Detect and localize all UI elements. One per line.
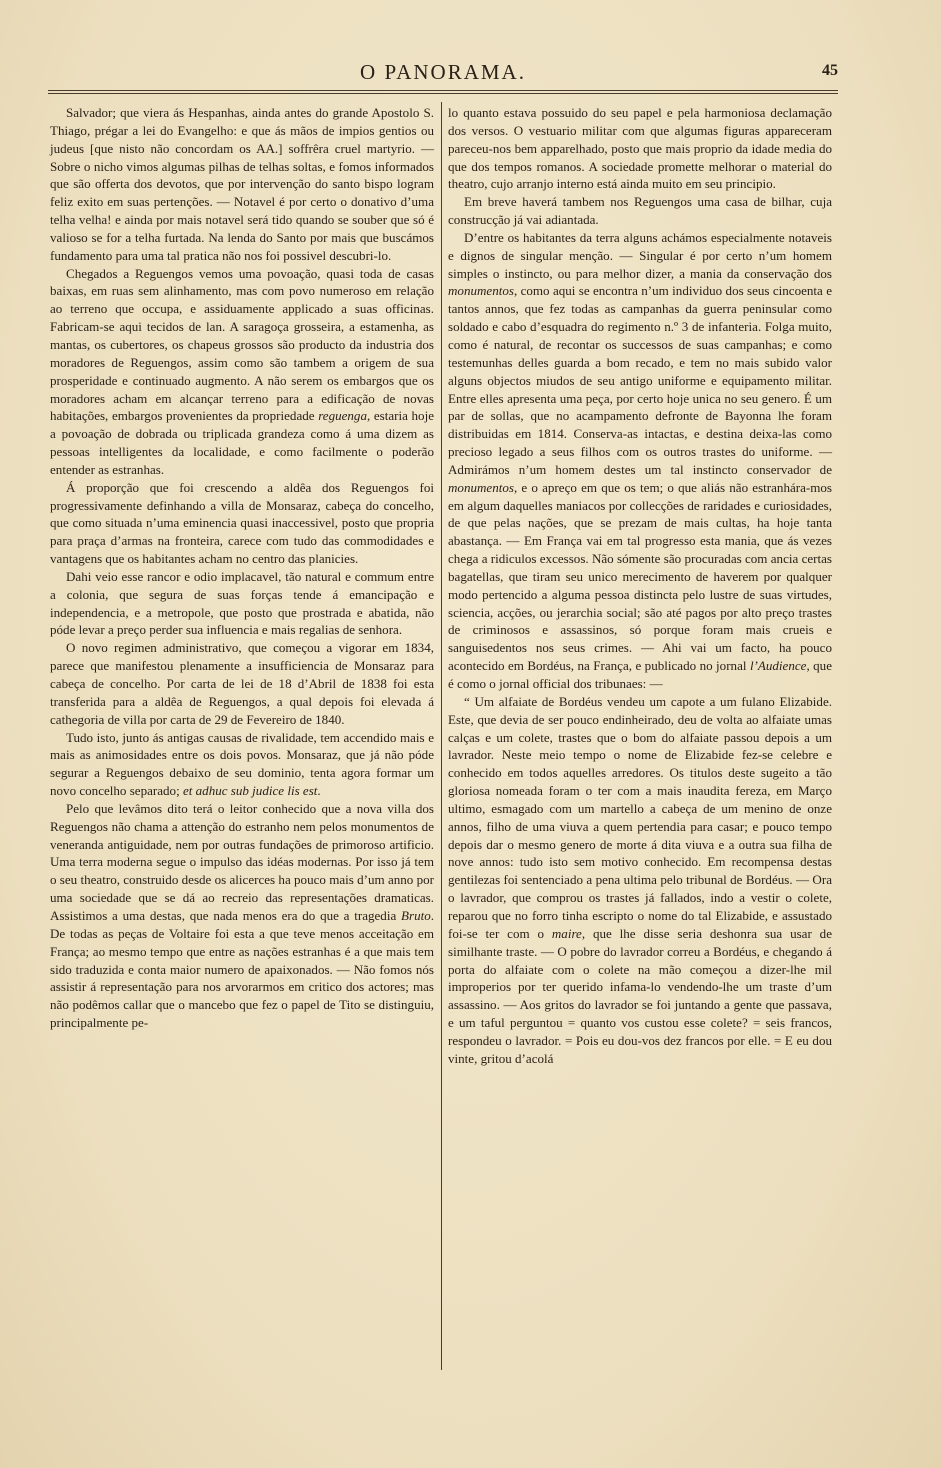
paragraph <box>50 265 434 479</box>
header-rule-double <box>48 93 838 94</box>
paragraph <box>50 639 434 728</box>
paragraph-text: Á proporção que foi crescendo a aldêa dos Reguengos foi progressivamente definhando a villa de Monsaraz, cabeça do concelho, que como situada n’uma eminencia quasi inaccessivel, posto que propria para praça d’armas na fronteira, carece com tudo das commodidades e vantagens que os habitantes acham no centro das planicies. <box>50 479 434 567</box>
paragraph-text: lo quanto estava possuido do seu papel e pela harmoniosa declamação dos versos. O vestuario militar com que algumas figuras appareceram pareceu-nos bem apparelhado, posto que mais proprio da idade media do que dos tempos romanos. A sociedade promette melhorar o material do theatro, cujo arranjo interno está ainda muito em seu principio. <box>448 105 832 192</box>
header-rule <box>48 90 838 91</box>
italic-text: reguenga <box>318 408 367 424</box>
paragraph-text: . De todas as peças de Voltaire foi esta a que teve menos acceitação em França; ao mesmo tempo que entre as nações estranhas é a que mais tem sido traduzida e conta maior numero de apaixonados. — Não fomos nós assistir á representação para nos arvorarmos em critico dos actores; mas não podêmos callar que o mancebo que fez o papel de Tito se distinguiu, principalmente pe- <box>50 907 434 1031</box>
paragraph-text: Chegados a Reguengos vemos uma povoação, quasi toda de casas baixas, em ruas sem alinhamento, mas com povo numeroso em relação ao terreno que occupa, e assiduamente applicado a suas officinas. Fabricam-se aqui tecidos de lan. A saragoça grosseira, a estamenha, as mantas, os cubertores, os chapeus grossos são producto da industria dos moradores de Reguengos, assim como são tambem a origem de sua prosperidade e continuado augmento. A não serem os embargos que os moradores acham em alcançar terreno para a edificação de novas habitações, embargos provenientes da propriedade <box>50 265 434 424</box>
paragraph-text: Salvador; que viera ás Hespanhas, ainda antes do grande Apostolo S. Thiago, prégar a lei do Evangelho: e que ás mãos de impios gentios ou judeus [que nisto não concordam os AA.] soffrêra cruel martyrio. — Sobre o nicho vimos algumas pilhas de telhas soltas, e fomos informados que são offerta dos devotos, que por intervenção do santo bispo logram feliz exito em suas pertenções. — Notavel é por certo o donativo d’uma telha velha! e ainda por mais notavel será tido quando se souber que só é valioso se for a telha furtada. Na lenda do Santo por mais que buscámos fundamento para uma tal pratica não nos foi possivel descubri-lo. <box>50 105 434 263</box>
paragraph <box>50 800 434 1032</box>
paragraph-text: . <box>317 783 321 799</box>
paragraph-text: , como aqui se encontra n’um individuo dos seus cincoenta e tantos annos, que fez todas as campanhas da guerra peninsular como soldado e cabo d’esquadra do regimento n.º 3 de infanteria. Folga muito, como é natural, de recontar os successos de suas campanhas; e como testemunhas delles guarda a bom recado, e tem no mais subido valor alguns objectos miudos de seu antigo uniforme e equipamento militar. Entre elles apresenta uma peça, por certo hoje unica no seu genero. É um par de sollas, que no acampamento defronte de Bayonna lhe foram distribuidas em 1814. Conserva-as intactas, e destina deixa-las como precioso legado a seus filhos com os outros trastes do uniforme. — Admirámos n’um homem destes um tal instincto conservador de <box>448 283 832 477</box>
italic-text: et adhuc sub judice lis est <box>182 783 318 799</box>
page-number: 45 <box>822 62 838 79</box>
paragraph-text: “ Um alfaiate de Bordéus vendeu um capote a um fulano Elizabide. Este, que devia de ser pouco endinheirado, deu de volta ao alfaiate umas calças e um colete, trastes que o bom do alfaiate passou depois a um lavrador. Neste meio tempo o nome de Elizabide fez-se celebre e conhecido em todos aquelles arredores. Os titulos deste sugeito a tão gloriosa nomeada foram o ter com a mais inaudita fereza, em Março ultimo, esmagado com um martello a cabeça de um menino de onze annos, filho de uma viuva a quem pertendia para casar; e pouco tempo depois dar o mesmo genero de morte á dita viuva e a outra sua filha de nove annos: tudo isto sem motivo conhecido. Em recompensa destas gentilezas foi sentenciado a pena ultima pelo tribunal de Bordéus. — Ora o lavrador, que comprou os trastes já fallados, indo a vestir o colete, reparou que no forro tinha escripto o nome do tal Elizabide, e assustado foi-se ter com o <box>448 693 832 941</box>
paragraph-text: , estaria hoje a povoação de dobrada ou triplicada grandeza como á uma dizem as pessoas intelligentes da localidade, e como facilmente o poderão entender as estranhas. <box>50 408 434 477</box>
journal-title: O PANORAMA. <box>360 60 526 84</box>
column-divider <box>441 102 442 1370</box>
page-header <box>48 58 838 88</box>
paragraph-text: D’entre os habitantes da terra alguns achámos especialmente notaveis e dignos de singular menção. — Singular é por certo n’um homem simples o instincto, ou para melhor dizer, a mania da conservação dos <box>448 229 832 281</box>
italic-text: l’Audience <box>749 658 807 674</box>
paragraph-text: Pelo que levâmos dito terá o leitor conhecido que a nova villa dos Reguengos não chama a attenção do estranho nem pelos monumentos de veneranda antiguidade, nem por outras fundações de primoroso artificio. Uma terra moderna segue o impulso das idéas modernas. Por isso já tem o seu theatro, construido desde os alicerces ha pouco mais d’um anno por uma sociedade que se dá ao recreio das representações dramaticas. Assistimos a uma destas, que nada menos era do que a tragedia <box>50 800 434 923</box>
paragraph <box>50 568 434 639</box>
italic-text: monumentos <box>448 283 514 299</box>
paragraph-text: Em breve haverá tambem nos Reguengos uma casa de bilhar, cuja construcção já vai adiantada. <box>448 194 832 228</box>
paragraph <box>448 104 832 193</box>
paragraph-text: , e o apreço em que os tem; o que aliás não estranhára-mos em algum daquelles maniacos por collecções de raridades e curiosidades, de que pelas nações, que se prezam de mais cultas, ha hoje tanta abastança. — Em França vai em tal progresso esta mania, que ás vezes chega a ridiculos excessos. Não sómente são procuradas com ancia certas bagatellas, que tiram seu unico merecimento de haverem por qualquer modo pertencido a alguma pessoa distincta pelo lustre de suas virtudes, sciencia, acções, ou jerarchia social; são até pagos por alto preço trastes de criminosos e assassinos, só porque foram mais crueis e sanguisedentos nos seus crimes. — Ahi vai um facto, ha pouco acontecido em Bordéus, na França, e publicado no jornal <box>448 479 832 674</box>
left-column <box>50 104 434 1032</box>
paragraph <box>448 193 832 229</box>
paragraph-text: O novo regimen administrativo, que começou a vigorar em 1834, parece que manifestou plenamente a insufficiencia de Monsaraz para cabeça de concelho. Por carta de lei de 18 d’Abril de 1838 foi esta transferida para a aldêa de Reguengos, a qual depois foi elevada á cathegoria de villa por carta de 29 de Fevereiro de 1840. <box>50 640 434 727</box>
paragraph-text: Tudo isto, junto ás antigas causas de rivalidade, tem accendido mais e mais as animosidades entre os dois povos. Monsaraz, que já não póde segurar a Reguengos debaixo de seu dominio, tenta agora formar um novo concelho separado; <box>50 729 434 799</box>
italic-text: monumentos <box>448 479 514 495</box>
italic-text: Bruto <box>401 907 431 923</box>
italic-text: maire <box>551 925 582 941</box>
paragraph-text: Dahi veio esse rancor e odio implacavel, tão natural e commum entre a colonia, que segura de suas forças tende á emancipação e independencia, e a metropole, que posto que prostrada e abatida, não póde levar a preço perder sua influencia e mais regalias de senhora. <box>50 568 434 638</box>
paragraph <box>50 479 434 568</box>
right-column <box>448 104 832 1068</box>
paragraph <box>448 229 832 693</box>
paragraph <box>50 729 434 800</box>
paragraph-text: , que é como o jornal official dos tribunaes: — <box>448 658 832 691</box>
paragraph-text: , que lhe disse seria deshonra sua usar de similhante traste. — O pobre do lavrador correu a Bordéus, e chegando á porta do alfaiate com o colete na mão começou a dizer-lhe mil improperios por ter querido infama-lo vendendo-lhe um traste d’um assassino. — Aos gritos do lavrador se foi juntando a gente que passava, e um taful perguntou = quanto vos custou esse colete? = seis francos, respondeu o lavrador. = Pois eu dou-vos dez francos por elle. = E eu dou vinte, gritou d’acolá <box>448 925 832 1066</box>
paragraph <box>50 104 434 265</box>
paragraph <box>448 693 832 1068</box>
